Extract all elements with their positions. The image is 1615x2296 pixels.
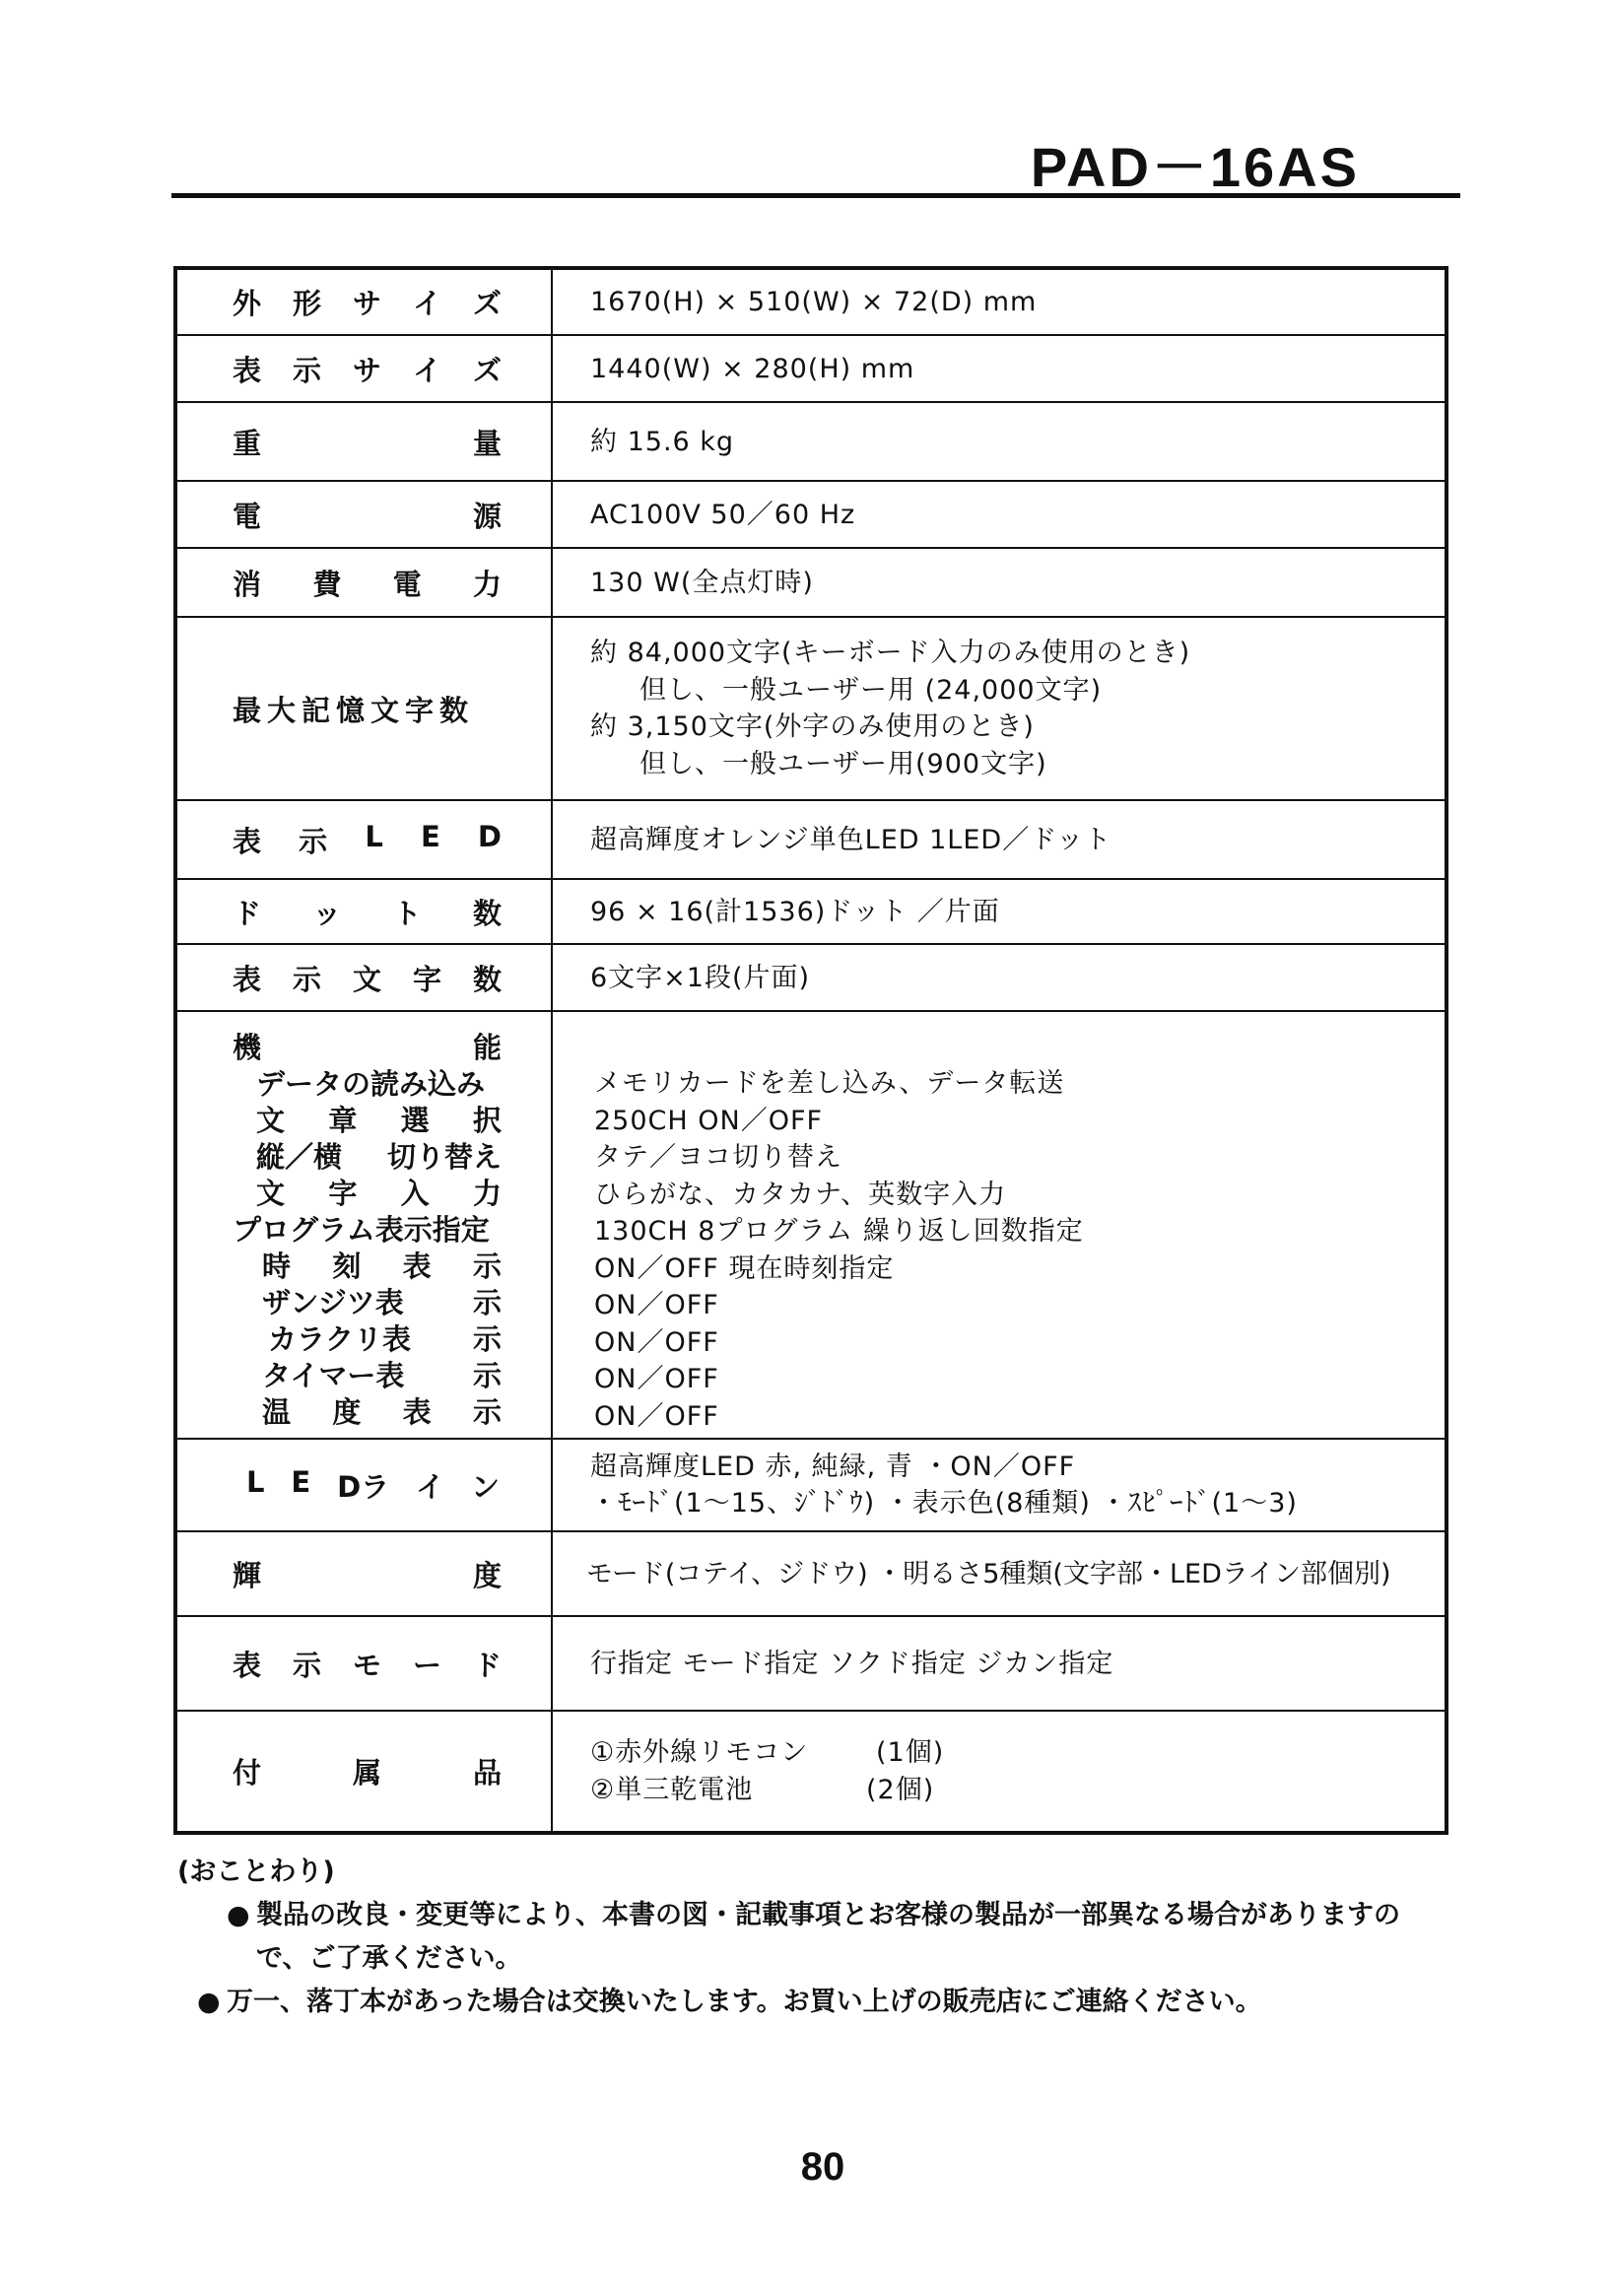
label-char: 量 xyxy=(472,426,502,460)
function-value: ひらがな、カタカナ、英数字入力 xyxy=(594,1179,1007,1210)
label-char: 字 xyxy=(412,962,441,996)
spec-row-display-mode xyxy=(175,1616,1447,1711)
max-chars-line: 約 3,150文字(外字のみ使用のとき) xyxy=(590,711,1035,742)
label-char: Dラ xyxy=(337,1469,390,1504)
led-line-line: ・ﾓｰﾄﾞ(1～15、ｼﾞﾄﾞｳ) ・表示色(8種類) ・ｽﾋﾟｰﾄﾞ(1～3) xyxy=(590,1488,1298,1519)
label-char: 表 xyxy=(233,824,262,858)
function-name: データの読み込み xyxy=(256,1067,486,1101)
spec-label-brightness xyxy=(175,1531,552,1616)
max-chars-line: 但し、一般ユーザー用(900文字) xyxy=(639,748,1047,779)
accessory-name: ②単三乾電池 xyxy=(590,1774,754,1805)
spec-row-size xyxy=(175,268,1447,335)
function-name: 時 刻 表 示 xyxy=(262,1249,502,1283)
spec-label-functions xyxy=(175,1011,552,1439)
accessory-name: ①赤外線リモコン xyxy=(590,1737,809,1768)
function-value: ON／OFF xyxy=(594,1326,719,1358)
function-value: ON／OFF xyxy=(594,1400,719,1432)
spec-value-led-line xyxy=(552,1439,1447,1531)
label-char: ド xyxy=(233,896,262,930)
spec-row-dots xyxy=(175,879,1447,944)
label-char: 電 xyxy=(233,499,262,533)
spec-label-dots xyxy=(175,879,552,944)
spec-label-power xyxy=(175,481,552,548)
label-char: 品 xyxy=(472,1756,502,1790)
page-number: 80 xyxy=(800,2145,845,2189)
label-char: 付 xyxy=(233,1756,262,1790)
label-char: 電 xyxy=(392,567,422,601)
spec-value-display-mode: 行指定 モード指定 ソクド指定 ジカン指定 xyxy=(552,1616,1447,1711)
label-char: 輝 xyxy=(233,1558,262,1592)
label-char: 属 xyxy=(352,1756,381,1790)
spec-label-display-mode xyxy=(175,1616,552,1711)
spec-label-size xyxy=(175,268,552,335)
function-name: プログラム表示指定 xyxy=(233,1213,490,1247)
bullet-icon: ● xyxy=(197,1987,221,2017)
label-char: ッ xyxy=(312,896,342,930)
label-char: 文 xyxy=(352,962,381,996)
label-char: ー xyxy=(412,1648,441,1682)
max-chars-line: 但し、一般ユーザー用 (24,000文字) xyxy=(639,674,1103,706)
spec-label-accessories xyxy=(175,1711,552,1833)
label-char: 表 xyxy=(233,962,262,996)
accessory-qty: (2個) xyxy=(866,1774,935,1805)
spec-row-max-chars xyxy=(175,617,1447,800)
label-char: 能 xyxy=(472,1031,502,1064)
spec-label-max-chars: 最大記憶文字数 xyxy=(175,617,552,800)
label-char: 表 xyxy=(233,353,262,387)
function-value: ON／OFF xyxy=(594,1290,719,1320)
label-char: 源 xyxy=(472,499,502,533)
spec-row-led xyxy=(175,800,1447,879)
spec-row-led-line xyxy=(175,1439,1447,1531)
label-char: 数 xyxy=(472,896,502,930)
spec-row-display-chars xyxy=(175,944,1447,1011)
accessory-item xyxy=(590,1734,1445,1772)
label-char: L xyxy=(246,1464,265,1499)
spec-label-display-chars xyxy=(175,944,552,1011)
spec-label-consumption xyxy=(175,548,552,617)
title-rule xyxy=(171,193,1460,198)
spec-value-display-size: 1440(W) × 280(H) mm xyxy=(552,335,1447,402)
label-char: E xyxy=(420,819,440,853)
spec-value-led: 超高輝度オレンジ単色LED 1LED／ドット xyxy=(552,800,1447,879)
function-name: ザンジツ表 示 xyxy=(262,1286,502,1319)
label-char: サ xyxy=(352,353,381,387)
note-item xyxy=(177,1894,1419,1981)
label-char: 費 xyxy=(312,567,342,601)
spec-row-consumption xyxy=(175,548,1447,617)
function-value: 250CH ON／OFF xyxy=(594,1105,824,1136)
notes-heading: (おことわり) xyxy=(177,1857,335,1887)
bullet-icon: ● xyxy=(227,1900,250,1930)
label-char: 示 xyxy=(292,1648,321,1682)
label-char: 形 xyxy=(292,287,321,320)
label-char: 示 xyxy=(292,353,321,387)
note-text: 万一、落丁本があった場合は交換いたします。お買い上げの販売店にご連絡ください。 xyxy=(227,1987,1262,2017)
label-char: ト xyxy=(392,896,422,930)
spec-label-display-size xyxy=(175,335,552,402)
function-name: 温 度 表 示 xyxy=(262,1395,502,1429)
spec-value-functions xyxy=(552,1011,1447,1439)
function-name: 文 字 入 力 xyxy=(256,1177,502,1210)
label-char: 力 xyxy=(472,567,502,601)
note-text: 製品の改良・変更等により、本書の図・記載事項とお客様の製品が一部異なる場合がありますので、ご了承ください。 xyxy=(256,1900,1400,1974)
function-name: 縦／横 切り替え xyxy=(256,1140,502,1174)
spec-value-size: 1670(H) × 510(W) × 72(D) mm xyxy=(552,268,1447,335)
label-char: 機 xyxy=(233,1031,262,1064)
spec-label-led xyxy=(175,800,552,879)
spec-label-weight xyxy=(175,402,552,481)
label-char: イ xyxy=(412,287,441,320)
label-char: サ xyxy=(352,287,381,320)
label-char: イ xyxy=(416,1469,445,1504)
spec-value-dots: 96 × 16(計1536)ドット ／片面 xyxy=(552,879,1447,944)
led-line-line: 超高輝度LED 赤, 純緑, 青 ・ON／OFF xyxy=(590,1451,1076,1482)
function-value: 130CH 8プログラム 繰り返し回数指定 xyxy=(594,1216,1084,1247)
spec-label-led-line xyxy=(175,1439,552,1531)
label-char: 数 xyxy=(472,962,502,996)
spec-value-max-chars xyxy=(552,617,1447,800)
spec-row-functions xyxy=(175,1011,1447,1439)
spec-row-weight xyxy=(175,402,1447,481)
label-char: 消 xyxy=(233,567,262,601)
label-char: 示 xyxy=(292,962,321,996)
spec-value-consumption: 130 W(全点灯時) xyxy=(552,548,1447,617)
function-value: ON／OFF xyxy=(594,1364,719,1394)
spec-value-brightness: モード(コテイ、ジドウ) ・明るさ5種類(文字部・LEDライン部個別) xyxy=(552,1531,1447,1616)
label-char: 示 xyxy=(299,824,328,858)
function-name: カラクリ表 示 xyxy=(268,1322,502,1356)
label-char: ド xyxy=(472,1648,502,1682)
label-char: 重 xyxy=(233,426,262,460)
function-name: 文 章 選 択 xyxy=(256,1104,502,1137)
function-value: メモリカードを差し込み、データ転送 xyxy=(594,1068,1065,1099)
label-char: D xyxy=(477,819,502,853)
page-title: PAD－16AS xyxy=(1030,136,1360,198)
label-char: ズ xyxy=(472,353,502,387)
label-char: ズ xyxy=(472,287,502,320)
spec-row-accessories xyxy=(175,1711,1447,1833)
spec-value-power: AC100V 50／60 Hz xyxy=(552,481,1447,548)
label-char: モ xyxy=(352,1648,381,1682)
function-value: ON／OFF 現在時刻指定 xyxy=(594,1252,895,1284)
accessory-qty: (1個) xyxy=(876,1737,945,1768)
accessory-item xyxy=(590,1772,1445,1809)
max-chars-line: 約 84,000文字(キーボード入力のみ使用のとき) xyxy=(590,638,1191,668)
label-char: 外 xyxy=(233,287,262,320)
spec-value-weight: 約 15.6 kg xyxy=(552,402,1447,481)
notes xyxy=(177,1851,1439,2024)
spec-row-brightness xyxy=(175,1531,1447,1616)
spec-table xyxy=(173,266,1448,1835)
function-name: タイマー表 示 xyxy=(262,1359,502,1392)
label-char: 表 xyxy=(233,1648,262,1682)
label-char: 度 xyxy=(472,1558,502,1592)
spec-row-display-size xyxy=(175,335,1447,402)
label-char: E xyxy=(291,1464,311,1499)
spec-row-power xyxy=(175,481,1447,548)
label-char: ン xyxy=(470,1469,500,1504)
note-item xyxy=(177,1981,1439,2024)
label-char: L xyxy=(365,819,383,853)
function-value: タテ／ヨコ切り替え xyxy=(594,1142,842,1173)
spec-value-accessories xyxy=(552,1711,1447,1833)
label-char: イ xyxy=(412,353,441,387)
spec-value-display-chars: 6文字×1段(片面) xyxy=(552,944,1447,1011)
